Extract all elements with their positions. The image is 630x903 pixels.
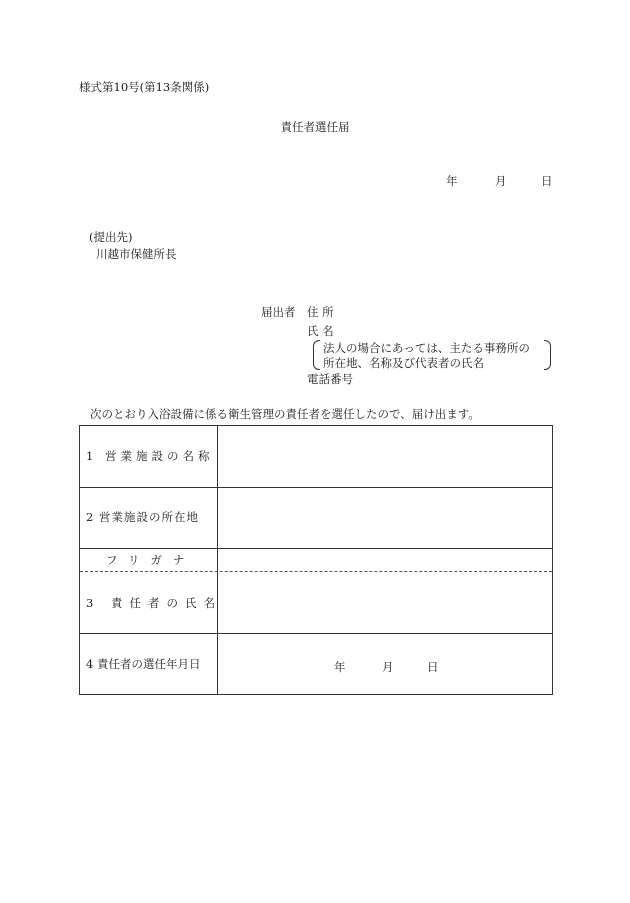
column-divider bbox=[217, 426, 218, 694]
note-line: 法人の場合にあっては、主たる事務所の bbox=[323, 341, 530, 355]
document-title: 責任者選任届 bbox=[280, 120, 350, 134]
intro-text: 次のとおり入浴設備に係る衛生管理の責任者を選任したので、届け出ます。 bbox=[90, 407, 480, 421]
date-year-label: 年 bbox=[334, 660, 346, 674]
row-divider bbox=[80, 487, 552, 488]
form-table bbox=[79, 425, 553, 695]
addressee-label: (提出先) bbox=[89, 230, 133, 244]
applicant-label: 届出者 bbox=[261, 305, 296, 319]
addressee-name: 川越市保健所長 bbox=[96, 247, 177, 261]
note-text bbox=[323, 341, 530, 371]
date-month-label: 月 bbox=[382, 660, 394, 674]
date-day-label: 日 bbox=[427, 660, 439, 674]
bracket-left bbox=[313, 340, 320, 370]
furigana-label: フリガナ bbox=[106, 553, 196, 567]
furigana-divider bbox=[80, 571, 552, 572]
manager-name-label: 3 責任者の氏名 bbox=[86, 596, 222, 610]
form-number: 様式第10号(第13条関係) bbox=[79, 80, 210, 94]
row-divider bbox=[80, 633, 552, 634]
bracket-right bbox=[544, 340, 551, 370]
appointment-date-label: 4 責任者の選任年月日 bbox=[86, 657, 201, 671]
row-divider bbox=[80, 548, 552, 549]
date-day-label: 日 bbox=[541, 174, 553, 188]
corporation-note bbox=[313, 340, 551, 370]
submission-date bbox=[446, 176, 552, 190]
date-year-label: 年 bbox=[446, 174, 458, 188]
phone-label: 電話番号 bbox=[307, 372, 353, 386]
facility-address-label: 2 営業施設の所在地 bbox=[86, 510, 199, 524]
note-line: 所在地、名称及び代表者の氏名 bbox=[323, 356, 484, 370]
appointment-date-value bbox=[217, 659, 552, 673]
date-month-label: 月 bbox=[495, 174, 507, 188]
facility-name-label: 1 営業施設の名称 bbox=[86, 449, 214, 463]
address-label: 住 所 bbox=[307, 305, 334, 319]
name-label: 氏 名 bbox=[307, 324, 334, 338]
